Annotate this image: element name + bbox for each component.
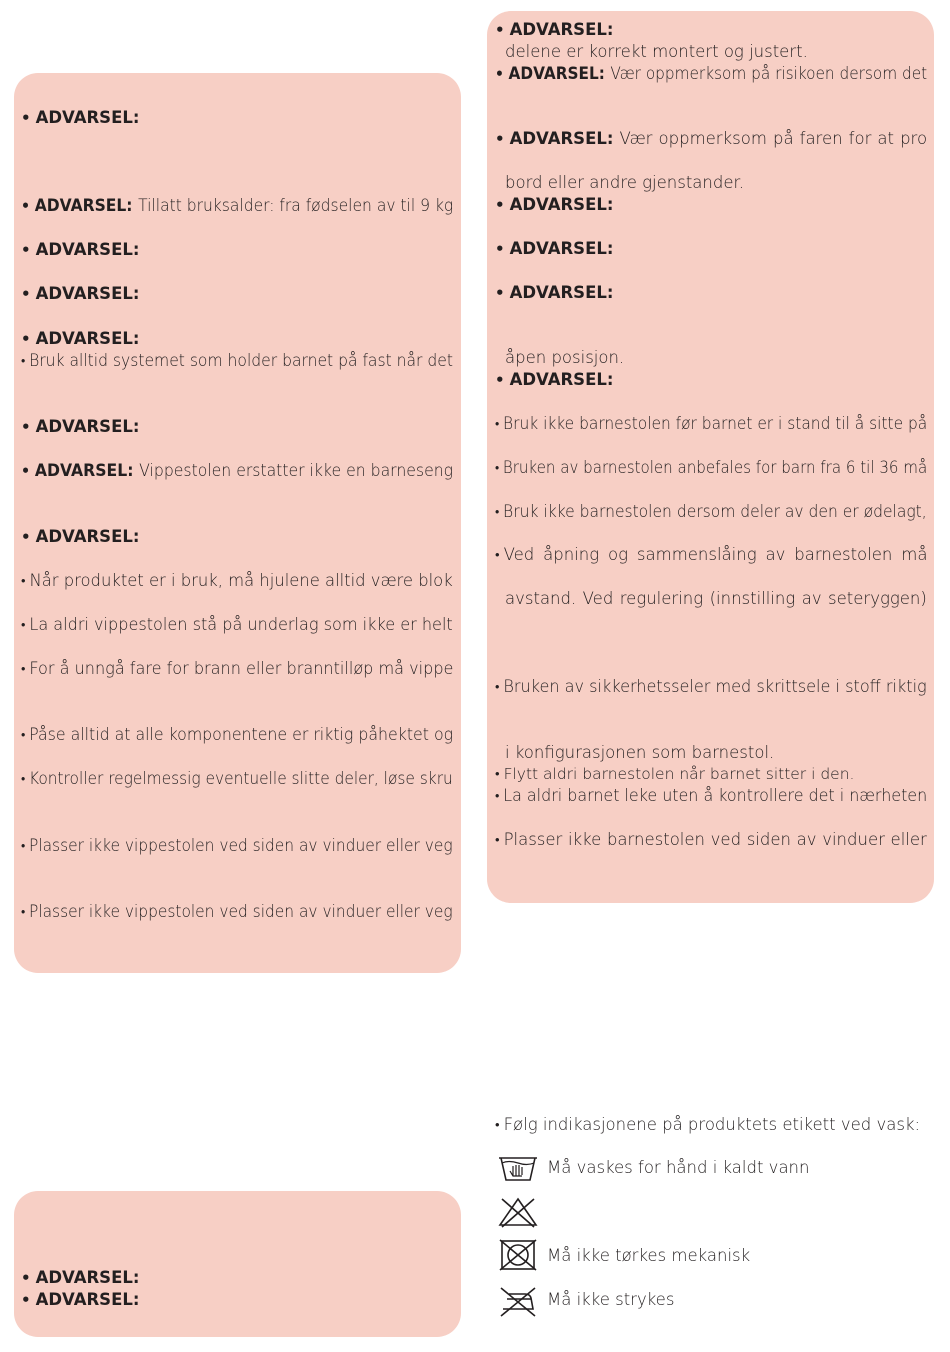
bullet: • xyxy=(21,528,31,546)
no-tumble-dry-icon xyxy=(497,1239,539,1269)
line-text: Kontroller regelmessig eventuelle slitte deler, løse skru xyxy=(28,769,453,788)
line-text: Plasser ikke barnestolen ved siden av vinduer eller xyxy=(503,830,927,849)
instruction-line xyxy=(505,743,774,763)
bullet: • xyxy=(21,109,31,127)
warning-label: ADVARSEL: xyxy=(509,129,614,148)
warning-line xyxy=(21,417,145,437)
instruction-line xyxy=(495,786,927,807)
line-text: avstand. Ved regulering (innstilling av seteryggen) xyxy=(505,589,927,608)
line-text: Bruk alltid systemet som holder barnet på fast når det xyxy=(29,351,453,370)
line-text: Bruk ikke barnestolen dersom deler av den er ødelagt, xyxy=(503,502,927,521)
warning-label: ADVARSEL: xyxy=(34,196,133,215)
line-text: Ved åpning og sammenslåing av barnestolen må xyxy=(503,545,928,564)
instruction-line xyxy=(495,830,927,851)
line-text: bord eller andre gjenstander. xyxy=(505,173,745,192)
line-text: i konfigurasjonen som barnestol. xyxy=(505,743,775,762)
warning-line xyxy=(495,20,619,40)
warning-label: ADVARSEL: xyxy=(35,284,140,303)
warning-label: ADVARSEL: xyxy=(509,239,614,258)
instruction-line xyxy=(21,659,453,680)
bullet: • xyxy=(21,618,26,633)
warning-label: ADVARSEL: xyxy=(35,240,140,259)
warning-label: ADVARSEL: xyxy=(35,527,140,546)
line-text: Bruk ikke barnestolen før barnet er i stand til å sitte på xyxy=(503,414,928,433)
warning-label: ADVARSEL: xyxy=(508,64,605,83)
warning-label: ADVARSEL: xyxy=(509,370,614,389)
bullet: • xyxy=(495,371,505,389)
instruction-line xyxy=(21,769,453,790)
bullet: • xyxy=(495,284,505,302)
bullet: • xyxy=(495,680,500,695)
no-iron-label: Må ikke strykes xyxy=(547,1290,675,1309)
bullet: • xyxy=(21,1291,31,1309)
warning-label: ADVARSEL: xyxy=(35,1268,140,1287)
bullet: • xyxy=(21,905,26,920)
instruction-line xyxy=(21,902,453,923)
bullet: • xyxy=(495,417,500,432)
bullet: • xyxy=(495,240,505,258)
warning-line xyxy=(21,284,145,304)
line-text: Bruken av barnestolen anbefales for barn fra 6 til 36 må xyxy=(502,458,928,477)
warning-label: ADVARSEL: xyxy=(509,20,614,39)
line-text: Plasser ikke vippestolen ved siden av vinduer eller veg xyxy=(29,836,453,855)
bullet: • xyxy=(21,1269,31,1287)
warning-line xyxy=(21,1268,145,1288)
warning-line xyxy=(21,1290,145,1310)
bullet: • xyxy=(21,728,26,743)
bullet: • xyxy=(21,418,31,436)
instruction-line xyxy=(495,677,927,698)
warning-label: ADVARSEL: xyxy=(35,417,140,436)
line-text: Når produktet er i bruk, må hjulene alltid være blok xyxy=(29,571,453,590)
line-text: For å unngå fare for brann eller branntilløp må vippe xyxy=(29,659,454,678)
bullet: • xyxy=(495,21,505,39)
bullet: • xyxy=(21,462,31,480)
hand-wash-label: Må vaskes for hånd i kaldt vann xyxy=(547,1158,810,1177)
bottom-left-warning-box xyxy=(14,1191,461,1337)
bullet: • xyxy=(21,241,31,259)
warning-line xyxy=(21,108,145,128)
warning-line xyxy=(495,64,927,84)
line-text: La aldri barnet leke uten å kontrollere det i nærheten xyxy=(503,786,928,805)
instruction-line xyxy=(495,764,854,785)
no-iron-icon xyxy=(497,1285,539,1315)
bullet: • xyxy=(21,574,26,589)
instruction-line xyxy=(21,725,453,746)
line-text: Vær oppmerksom på risikoen dersom det xyxy=(610,64,928,83)
instruction-line xyxy=(505,589,927,609)
warning-line xyxy=(495,370,619,390)
bullet: • xyxy=(21,839,26,854)
hand-wash-icon xyxy=(497,1154,539,1184)
line-text: åpen posisjon. xyxy=(505,348,625,367)
bullet: • xyxy=(495,130,505,148)
line-text: Bruken av sikkerhetsseler med skrittsele i stoff riktig xyxy=(503,677,927,696)
instruction-line xyxy=(495,458,927,479)
no-bleach-icon xyxy=(497,1196,539,1226)
warning-label: ADVARSEL: xyxy=(35,108,140,127)
instruction-line xyxy=(505,173,744,193)
instruction-line xyxy=(495,502,927,523)
line-text: Flytt aldri barnestolen når barnet sitter i den. xyxy=(503,765,855,783)
warning-label: ADVARSEL: xyxy=(35,329,140,348)
bullet: • xyxy=(21,285,31,303)
line-text: Vær oppmerksom på faren for at pro xyxy=(619,129,928,148)
warning-line xyxy=(495,239,619,259)
instruction-line xyxy=(505,348,624,368)
warning-label: ADVARSEL: xyxy=(35,1290,140,1309)
warning-line xyxy=(495,129,927,149)
bullet: • xyxy=(21,330,31,348)
instruction-line xyxy=(21,836,453,857)
bullet: • xyxy=(495,789,500,804)
warning-line xyxy=(21,461,453,481)
bullet: • xyxy=(495,767,500,782)
no-tumble-dry-label: Må ikke tørkes mekanisk xyxy=(547,1246,751,1265)
warning-line xyxy=(21,196,453,216)
instruction-line xyxy=(495,545,927,566)
instruction-line xyxy=(21,571,453,592)
warning-line xyxy=(21,527,145,547)
bullet: • xyxy=(495,196,505,214)
bullet: • xyxy=(495,833,500,848)
line-text: delene er korrekt montert og justert. xyxy=(505,42,808,61)
instruction-line xyxy=(21,351,453,372)
bullet: • xyxy=(21,772,26,787)
warning-line xyxy=(495,283,619,303)
warning-label: ADVARSEL: xyxy=(509,195,614,214)
warning-label: ADVARSEL: xyxy=(34,461,134,480)
warning-line xyxy=(495,195,619,215)
bullet: • xyxy=(495,548,500,563)
care-intro: • Følg indikasjonene på produktets etikett ved vask: xyxy=(495,1115,921,1134)
line-text: Tillatt bruksalder: fra fødselen av til 9 kg xyxy=(138,196,454,215)
instruction-line xyxy=(21,615,453,636)
bullet: • xyxy=(21,197,31,215)
line-text: La aldri vippestolen stå på underlag som ikke er helt xyxy=(29,615,453,634)
bullet: • xyxy=(495,505,500,520)
bullet: • xyxy=(495,461,500,476)
instruction-line xyxy=(505,42,808,62)
bullet: • xyxy=(21,662,26,677)
bullet: • xyxy=(495,65,504,83)
line-text: Plasser ikke vippestolen ved siden av vinduer eller veg xyxy=(29,902,453,921)
warning-line xyxy=(21,240,145,260)
instruction-line xyxy=(495,414,927,435)
warning-line xyxy=(21,329,145,349)
line-text: Påse alltid at alle komponentene er riktig påhektet og xyxy=(29,725,454,744)
line-text: Vippestolen erstatter ikke en barneseng xyxy=(139,461,454,480)
bullet: • xyxy=(21,354,26,369)
warning-label: ADVARSEL: xyxy=(509,283,614,302)
